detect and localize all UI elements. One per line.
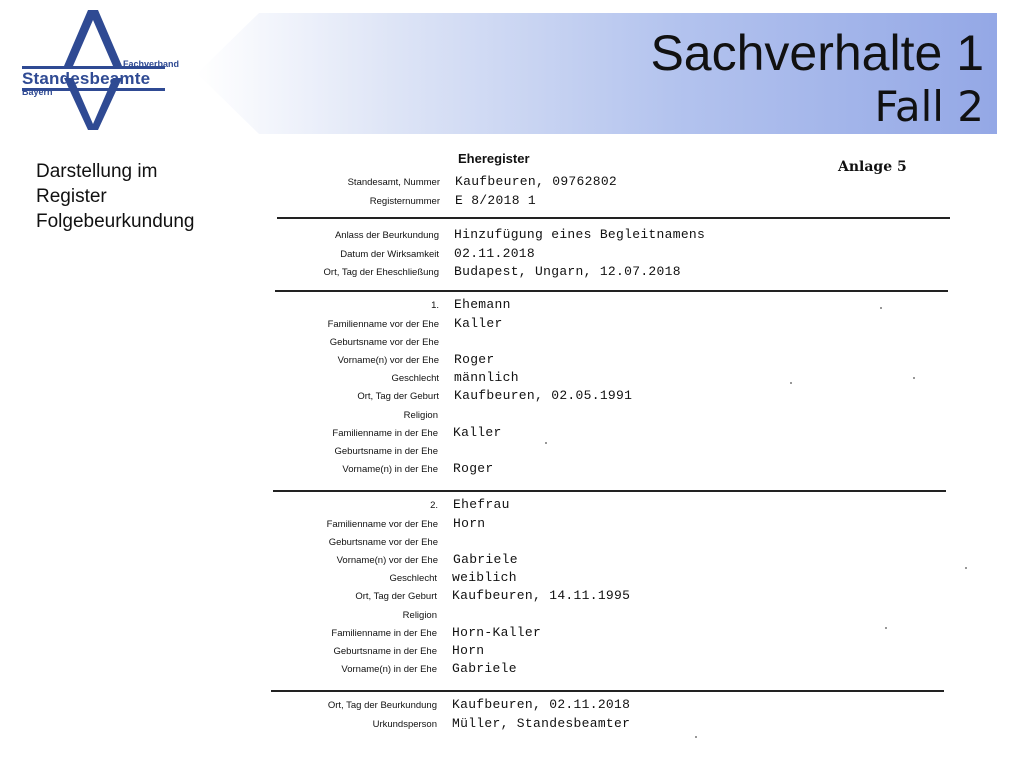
description-line-1: Darstellung im — [36, 161, 158, 182]
register-field-label: Vorname(n) in der Ehe — [341, 664, 437, 675]
register-row — [262, 570, 967, 588]
register-field-value: Horn — [453, 516, 486, 531]
register-field-value: Kaufbeuren, 02.11.2018 — [452, 697, 631, 712]
register-row — [263, 443, 968, 461]
association-logo — [20, 8, 180, 134]
scan-speck — [790, 382, 792, 384]
register-title: Eheregister — [458, 151, 530, 166]
register-field-value: Horn-Kaller — [452, 625, 542, 640]
register-row — [265, 174, 970, 192]
register-field-label: Vorname(n) in der Ehe — [342, 464, 438, 475]
register-field-label: Standesamt, Nummer — [347, 177, 440, 188]
register-field-label: Anlass der Beurkundung — [334, 230, 439, 241]
register-field-label: Ort, Tag der Geburt — [355, 591, 437, 602]
register-field-value: Hinzufügung eines Begleitnamens — [454, 227, 706, 242]
register-field-value: Budapest, Ungarn, 12.07.2018 — [454, 264, 681, 279]
attachment-label: Anlage 5 — [838, 159, 907, 175]
register-field-value: weiblich — [452, 570, 517, 585]
slide-subtitle: Fall 2 — [874, 82, 984, 131]
register-field-label: Ort, Tag der Geburt — [357, 391, 439, 402]
register-row — [264, 264, 969, 282]
register-field-label: Geschlecht — [389, 573, 437, 584]
register-field-label: Urkundsperson — [372, 719, 437, 730]
scan-speck — [885, 627, 887, 629]
scan-speck — [695, 736, 697, 738]
register-field-value: Horn — [452, 643, 485, 658]
register-field-label: Registernummer — [369, 196, 440, 207]
logo-text-bayern: Bayern — [22, 87, 53, 97]
register-row — [264, 388, 969, 406]
slide-title: Sachverhalte 1 — [650, 25, 984, 81]
register-field-label: Geschlecht — [391, 373, 439, 384]
register-field-value: Ehefrau — [453, 497, 510, 512]
marriage-register-scan — [265, 140, 970, 765]
register-field-value: Müller, Standesbeamter — [452, 716, 631, 731]
register-field-label: Ort, Tag der Eheschließung — [323, 267, 439, 278]
register-row — [262, 716, 967, 734]
register-field-label: Geburtsname vor der Ehe — [328, 537, 438, 548]
section-divider — [271, 690, 944, 692]
register-row — [263, 497, 968, 515]
slide-description — [36, 159, 194, 234]
register-field-label: Geburtsname in der Ehe — [334, 446, 438, 457]
register-field-label: Familienname in der Ehe — [331, 628, 437, 639]
register-field-label: Geburtsname in der Ehe — [333, 646, 437, 657]
register-row — [263, 461, 968, 479]
register-field-label: 2. — [430, 500, 438, 511]
register-field-value: Roger — [453, 461, 494, 476]
register-field-label: Familienname vor der Ehe — [327, 319, 439, 330]
register-field-label: Ort, Tag der Beurkundung — [327, 700, 437, 711]
register-row — [264, 246, 969, 264]
logo-text-fachverband: Fachverband — [123, 59, 180, 69]
register-field-label: Religion — [403, 410, 438, 421]
register-row — [262, 607, 967, 625]
register-row — [264, 316, 969, 334]
register-field-label: Vorname(n) vor der Ehe — [336, 555, 438, 566]
scan-speck — [913, 377, 915, 379]
register-row — [262, 588, 967, 606]
register-row — [264, 370, 969, 388]
register-field-value: Kaufbeuren, 14.11.1995 — [452, 588, 631, 603]
section-divider — [277, 217, 950, 219]
register-field-label: 1. — [431, 300, 439, 311]
register-field-label: Familienname in der Ehe — [332, 428, 438, 439]
register-row — [262, 643, 967, 661]
description-line-3: Folgebeurkundung — [36, 211, 195, 232]
register-field-label: Datum der Wirksamkeit — [340, 249, 439, 260]
register-field-value: E 8/2018 1 — [455, 193, 537, 208]
register-field-value: 02.11.2018 — [454, 246, 536, 261]
register-field-label: Religion — [402, 610, 437, 621]
register-row — [263, 407, 968, 425]
register-field-value: Gabriele — [453, 552, 518, 567]
register-field-value: Gabriele — [452, 661, 517, 676]
register-field-label: Familienname vor der Ehe — [326, 519, 438, 530]
register-row — [264, 227, 969, 245]
register-field-value: Kaufbeuren, 09762802 — [455, 174, 618, 189]
section-divider — [275, 290, 948, 292]
register-row — [263, 516, 968, 534]
register-row — [264, 334, 969, 352]
register-field-value: Kaufbeuren, 02.05.1991 — [454, 388, 633, 403]
register-row — [265, 193, 970, 211]
scan-speck — [965, 567, 967, 569]
register-row — [264, 352, 969, 370]
logo-text-standesbeamte: Standesbeamte — [22, 69, 151, 88]
register-row — [263, 534, 968, 552]
register-field-value: Ehemann — [454, 297, 511, 312]
register-field-label: Vorname(n) vor der Ehe — [337, 355, 439, 366]
register-row — [262, 661, 967, 679]
register-row — [262, 697, 967, 715]
register-row — [263, 552, 968, 570]
scan-speck — [545, 442, 547, 444]
register-row — [264, 297, 969, 315]
register-field-value: Kaller — [453, 425, 502, 440]
section-divider — [273, 490, 946, 492]
scan-speck — [880, 307, 882, 309]
register-row — [262, 625, 967, 643]
register-field-value: Kaller — [454, 316, 503, 331]
description-line-2: Register — [36, 186, 107, 207]
register-field-label: Geburtsname vor der Ehe — [329, 337, 439, 348]
register-field-value: männlich — [454, 370, 519, 385]
register-row — [263, 425, 968, 443]
register-field-value: Roger — [454, 352, 495, 367]
